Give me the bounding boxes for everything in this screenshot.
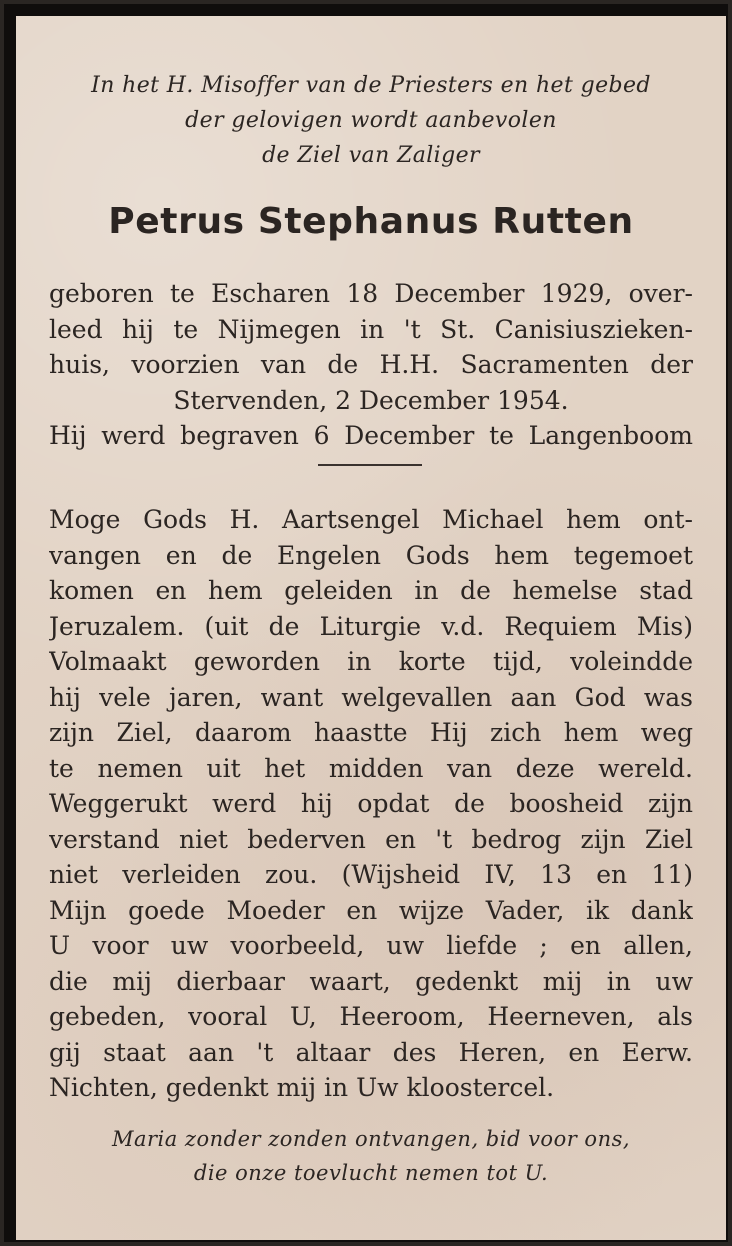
bio-line: huis, voorzien van de H.H. Sacramenten der (49, 350, 693, 379)
closing-prayer (16, 1122, 726, 1190)
bio-line: leed hij te Nijmegen in 't St. Canisiuszieken- (49, 314, 693, 344)
bio-line: geboren te Escharen 18 December 1929, over- (49, 279, 693, 308)
prayer-line: komen en hem geleiden in de hemelse stad (49, 576, 693, 605)
prayer-line: gebeden, vooral U, Heeroom, Heerneven, als (49, 1002, 693, 1031)
prayer-line: Jeruzalem. (uit de Liturgie v.d. Requiem Mis) (49, 611, 693, 641)
prayer-line: Moge Gods H. Aartsengel Michael hem ont- (49, 505, 693, 534)
prayer-line: Nichten, gedenkt mij in Uw kloostercel. (49, 1073, 555, 1102)
prayer-line: Volmaakt geworden in korte tijd, voleindde (49, 647, 693, 676)
closing-line: die onze toevlucht nemen tot U. (193, 1161, 549, 1185)
prayer-line: U voor uw voorbeeld, uw liefde ; en allen, (49, 931, 693, 960)
prayer-line: zijn Ziel, daarom haastte Hij zich hem weg (49, 718, 693, 747)
intro-text (16, 68, 726, 173)
bio-line: Stervenden, 2 December 1954. (173, 385, 569, 415)
memorial-card (4, 4, 728, 1242)
divider-line (318, 464, 422, 466)
intro-line: de Ziel van Zaliger (262, 143, 480, 168)
prayer-text (49, 502, 693, 1106)
intro-line: In het H. Misoffer van de Priesters en het gebed (91, 73, 651, 98)
prayer-line: Weggerukt werd hij opdat de boosheid zijn (49, 789, 693, 818)
prayer-line: vangen en de Engelen Gods hem tegemoet (49, 540, 693, 570)
prayer-line: niet verleiden zou. (Wijsheid IV, 13 en 11) (49, 860, 693, 889)
prayer-line: hij vele jaren, want welgevallen aan God was (49, 682, 693, 712)
prayer-line: te nemen uit het midden van deze wereld. (49, 753, 693, 783)
prayer-line: verstand niet bederven en 't bedrog zijn Ziel (49, 824, 693, 854)
biography (49, 276, 693, 454)
card-paper (16, 16, 726, 1240)
closing-line: Maria zonder zonden ontvangen, bid voor ons, (111, 1127, 631, 1151)
prayer-line: die mij dierbaar waart, gedenkt mij in uw (49, 966, 693, 996)
intro-line: der gelovigen wordt aanbevolen (185, 108, 557, 133)
bio-line: Hij werd begraven 6 December te Langenboom (49, 421, 693, 450)
deceased-name: Petrus Stephanus Rutten (108, 201, 634, 242)
prayer-line: Mijn goede Moeder en wijze Vader, ik dank (49, 895, 693, 925)
prayer-line: gij staat aan 't altaar des Heren, en Eerw. (49, 1037, 693, 1067)
